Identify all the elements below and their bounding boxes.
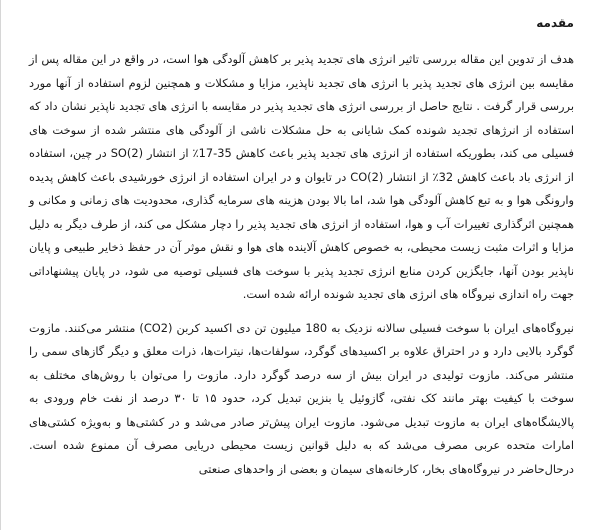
section-heading: مقدمه (536, 16, 574, 30)
power-plants-paragraph: نیروگاه‌های ایران با سوخت فسیلی سالانه نزدیک به 180 میلیون تن دی اکسید کربن (CO2) منتشر می‌کنند. مازوت گوگرد بالایی دارد و در احتراق علاوه بر اکسیدهای گوگرد، سولفات‌ها، نیترات‌ها، ذرات معلق و دیگر گازهای سمی را منتشر می‌کند. مازوت تولیدی در ایران بیش از سه درصد گوگرد دارد. مازوت را می‌توان با روش‌های مختلف به سوخت با کیفیت بهتر مانند کک نفتی، گازوئیل یا بنزین تبدیل کرد، حدود ۱۵ تا ۳۰ درصد از نفت خام ورودی به پالایشگاه‌های ایران به مازوت تبدیل می‌شود. مازوت ایران پیش‌تر صادر می‌شد و در کشتی‌ها و به‌ویژه کشتی‌های امارات متحده عربی مصرف می‌شد که به دلیل قوانین زیست محیطی دریایی مصرف آن ممنوع شده است. درحال‌حاضر در نیروگاه‌های بخار، کارخانه‌های سیمان و بعضی از واحدهای صنعتی (29, 320, 574, 476)
intro-paragraph: هدف از تدوین این مقاله بررسی تاثیر انرژی های تجدید پذیر بر کاهش آلودگی هوا است، در واقع در این مقاله پس از مقایسه بین انرژی های تجدید پذیر با انرژی های تجدید ناپذیر، مزایا و مشکلات و همچنین لزوم استفاده از آنها مورد بررسی قرار گرفت . نتایج حاصل از بررسی انرژی های تجدید پذیر در مقایسه با انرژی های تجدید ناپذیر نشان داد که استفاده از انرژهای تجدید شونده کمک شایانی به حل مشکلات ناشی از آلودگی های منتشر شده از سوخت های فسیلی می کند، بطوریکه استفاده از انرژی های تجدید پذیر باعث کاهش 35-17٪ از انتشار SO(2) در چین، استفاده از انرژی باد باعث کاهش 32٪ از انتشار CO(2) در تایوان و در ایران استفاده از انرژی خورشیدی باعث کاهش پدیده وارونگی هوا و به تبع کاهش آلودگی هوا شد، اما بالا بودن هزینه های سرمایه گذاری، محدودیت های زمانی و مکانی و همچنین اثرگذاری تغییرات آب و هوا، استفاده از انرژی های تجدید پذیر را دچار مشکل می کند، از طرف دیگر به دلیل مزایا و اثرات مثبت زیست محیطی، به خصوص کاهش آلاینده های هوا و نقش موثر آن در حفظ ذخایر طبیعی و پایان ناپذیر بودن آنها، جایگزین کردن منابع انرژی تجدید پذیر با سوخت های فسیلی توصیه می شود، در پایان پیشنهاداتی جهت راه اندازی نیروگاه های انرژی های تجدید شونده ارائه شده است. (29, 52, 574, 301)
document-body (1, 0, 600, 481)
